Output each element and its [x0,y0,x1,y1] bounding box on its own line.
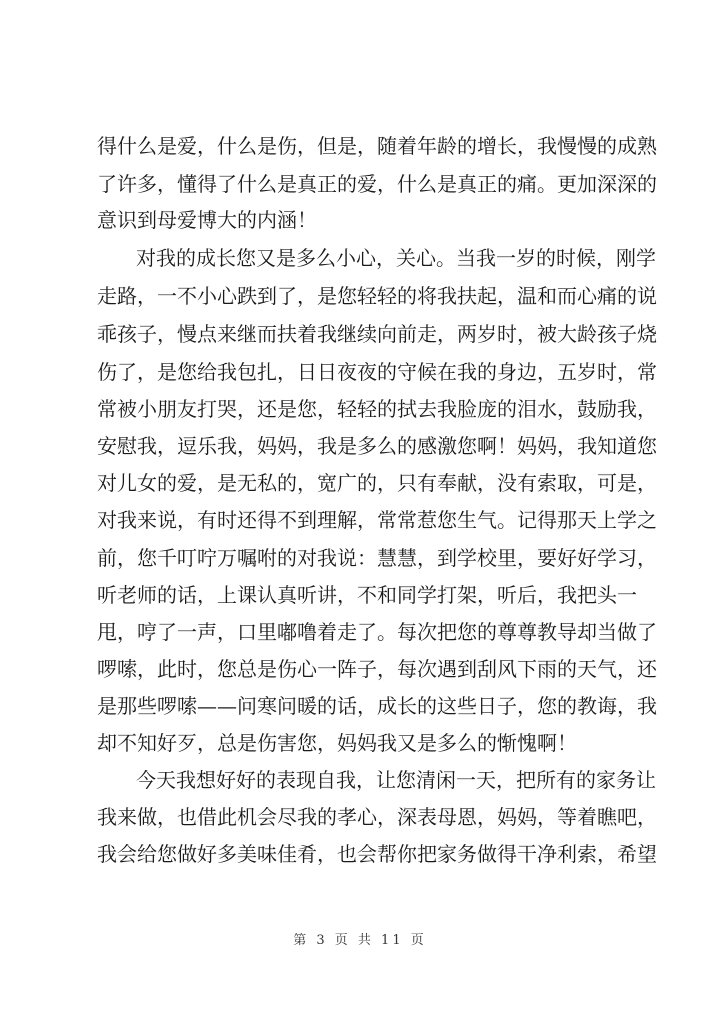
paragraph-3-line-1: 今天我想好好的表现自我，让您清闲一天，把所有的家务让 [136,768,656,792]
paragraph-2-line-9: 前，您千叮咛万嘱咐的对我说：慧慧，到学校里，要好好学习， [97,546,657,570]
paragraph-2-line-8: 对我来说，有时还得不到理解，常常惹您生气。记得那天上学之 [97,508,657,532]
paragraph-2-line-3: 乖孩子，慢点来继而扶着我继续向前走，两岁时，被大龄孩子烧 [97,322,657,346]
paragraph-2-line-12: 啰嗦，此时，您总是伤心一阵子，每次遇到刮风下雨的天气，还 [97,657,657,681]
paragraph-2-line-10: 听老师的话，上课认真听讲，不和同学打架，听后，我把头一 [97,583,637,607]
paragraph-2-line-4: 伤了，是您给我包扎，日日夜夜的守候在我的身边，五岁时，常 [97,360,657,384]
paragraph-2-line-7: 对儿女的爱，是无私的，宽广的，只有奉献，没有索取，可是， [97,471,657,495]
paragraph-2-line-13: 是那些啰嗦——问寒问暖的话，成长的这些日子，您的教诲，我 [97,694,657,718]
paragraph-2-line-5: 常被小朋友打哭，还是您，轻轻的拭去我脸庞的泪水，鼓励我， [97,397,657,421]
paragraph-1-line-1: 得什么是爱，什么是伤，但是，随着年龄的增长，我慢慢的成熟 [97,134,657,158]
paragraph-2-line-2: 走路，一不小心跌到了，是您轻轻的将我扶起，温和而心痛的说 [97,284,657,308]
paragraph-1-line-3: 意识到母爱博大的内涵！ [97,208,317,232]
paragraph-1-line-2: 了许多，懂得了什么是真正的爱，什么是真正的痛。更加深深的 [97,172,657,196]
page-number-footer: 第 3 页 共 11 页 [293,933,427,948]
paragraph-3-line-3: 我会给您做好多美味佳肴，也会帮你把家务做得干净利索，希望 [97,842,657,866]
paragraph-2-line-14: 却不知好歹，总是伤害您，妈妈我又是多么的惭愧啊！ [97,731,577,755]
paragraph-2-line-1: 对我的成长您又是多么小心，关心。当我一岁的时候，刚学 [136,246,656,270]
paragraph-3-line-2: 我来做，也借此机会尽我的孝心，深表母恩，妈妈，等着瞧吧， [97,805,657,829]
paragraph-2-line-6: 安慰我，逗乐我，妈妈，我是多么的感激您啊！妈妈，我知道您 [97,434,657,458]
paragraph-2-line-11: 甩，哼了一声，口里嘟噜着走了。每次把您的尊尊教导却当做了 [97,620,657,644]
